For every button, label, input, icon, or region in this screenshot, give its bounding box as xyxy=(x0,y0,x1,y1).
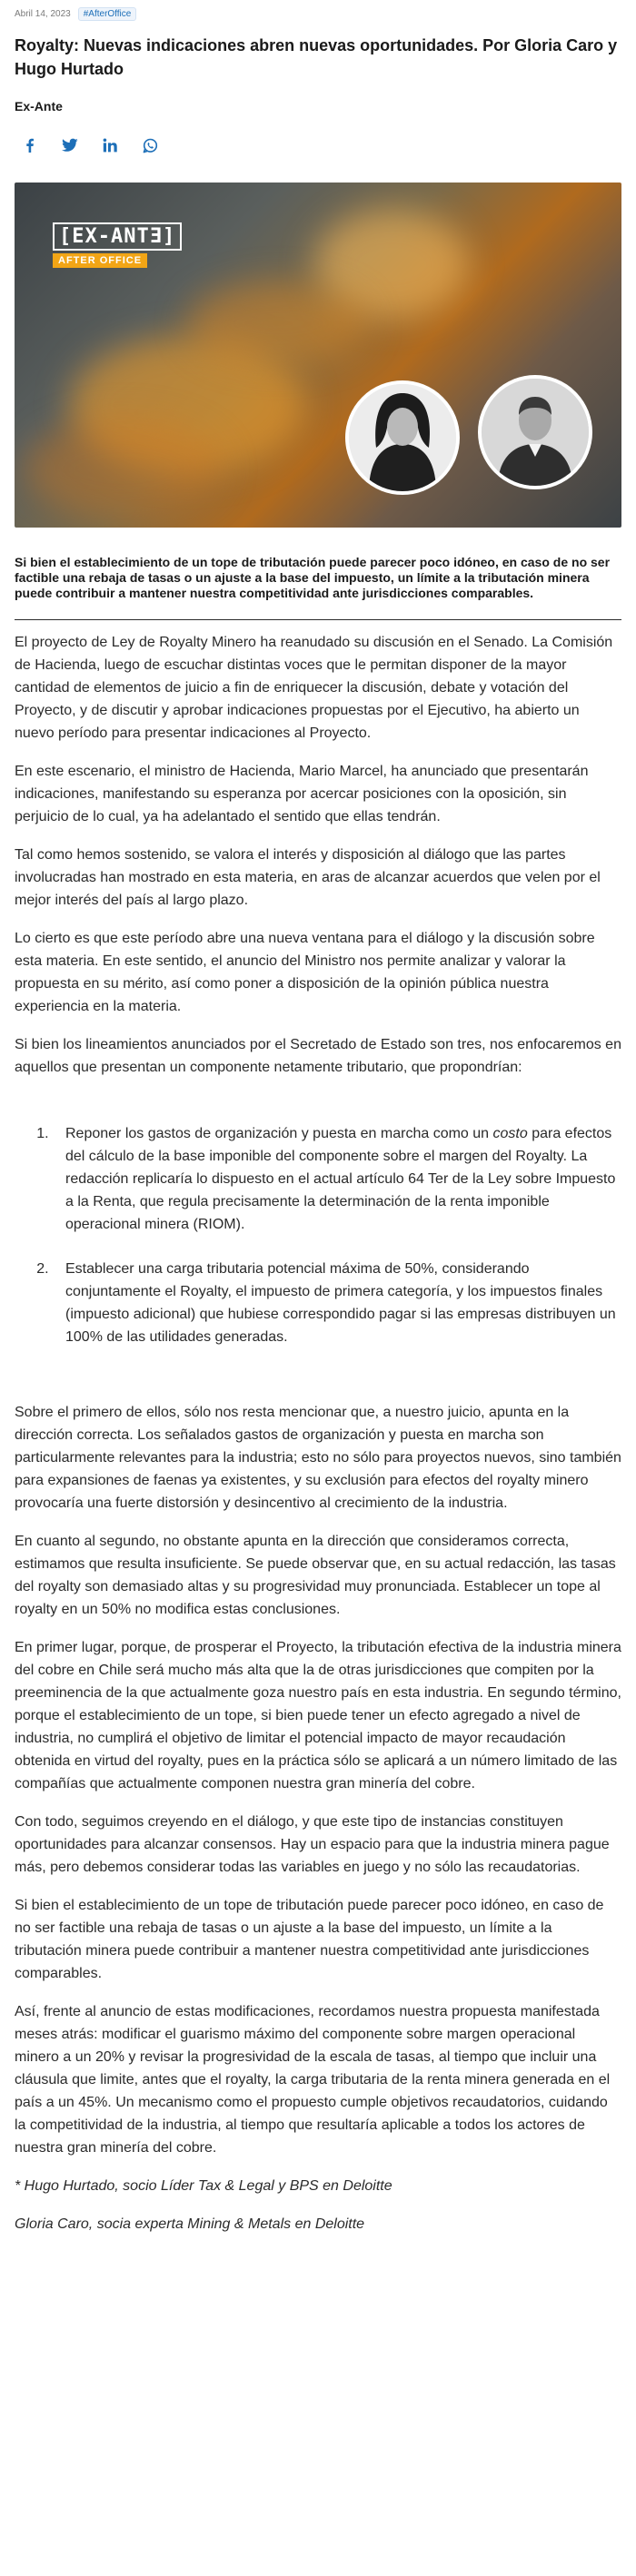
article-date: Abril 14, 2023 xyxy=(15,9,71,19)
article-lead: Si bien el establecimiento de un tope de tributación puede parecer poco idóneo, en caso de no ser factible una rebaja de tasas o un ajuste a la base del impuesto, un límite a la tributación minera puede contribuir a mantener nuestra competitividad ante jurisdicciones comparables. xyxy=(15,555,621,620)
article-body-continued xyxy=(15,1401,621,2235)
body-paragraph: En este escenario, el ministro de Hacienda, Mario Marcel, ha anunciado que presentarán indicaciones, manifestando su esperanza por acercar posiciones con la oposición, sin perjuicio de lo cual, ya ha adelantado el sentido que ellas tendrán. xyxy=(15,764,589,824)
article-title: Royalty: Nuevas indicaciones abren nuevas oportunidades. Por Gloria Caro y Hugo Hurtado xyxy=(15,36,618,78)
author-photo-gloria-caro xyxy=(345,380,460,495)
list-item-text: Establecer una carga tributaria potencial máxima de 50%, considerando conjuntamente el Royalty, el impuesto de primera categoría, y los impuestos finales (impuesto adicional) que hubiese correspondido pagar si las empresas distribuyen un 100% de las utilidades generadas. xyxy=(65,1261,616,1345)
facebook-icon[interactable] xyxy=(16,132,44,159)
body-paragraph: Con todo, seguimos creyendo en el diálogo, y que este tipo de instancias constituyen oportunidades para alcanzar consensos. Hay un espacio para que la industria minera pague más, pero debemos considerar todas las variables en juego y no sólo las recaudatorias. xyxy=(15,1814,610,1875)
article-body xyxy=(15,631,621,2235)
twitter-icon[interactable] xyxy=(56,132,84,159)
list-item-emphasis: costo xyxy=(492,1126,528,1141)
list-item xyxy=(53,1258,621,1348)
article-author[interactable]: Ex-Ante xyxy=(15,99,63,114)
body-paragraph: En primer lugar, porque, de prosperar el Proyecto, la tributación efectiva de la industria minera del cobre en Chile será mucho más alta que la de otras jurisdicciones que compiten por la preeminencia de la que actualmente goza nuestro país en esta industria. En segundo término, porque el establecimiento de un tope, si bien puede tener un efecto agregado a nivel de industria, no cumplirá el objetivo de limitar el potencial impacto de mayor recaudación obtenida en virtud del royalty, pues en la práctica sólo se aplicará a un número limitado de las compañías que actualmente componen nuestra gran minería del cobre. xyxy=(15,1640,621,1791)
list-item-text: para efectos del cálculo de la base imponible del componente sobre el margen del Royalty. La redacción replicaría lo dispuesto en el actual artículo 64 Ter de la Ley sobre Impuesto a la Renta, que regula precisamente la determinación de la renta imponible operacional minera (RIOM). xyxy=(65,1126,616,1232)
category-tag[interactable]: #AfterOffice xyxy=(78,7,137,21)
author-credit: * Hugo Hurtado, socio Líder Tax & Legal y BPS en Deloitte xyxy=(15,2178,393,2194)
ex-ante-logo xyxy=(53,222,182,268)
article-meta xyxy=(15,0,621,21)
list-item xyxy=(53,1122,621,1236)
logo-wordmark: [EX-ANTƎ] xyxy=(53,222,182,251)
author-credit: Gloria Caro, socia experta Mining & Metals en Deloitte xyxy=(15,2216,365,2232)
body-paragraph: Tal como hemos sostenido, se valora el interés y disposición al diálogo que las partes involucradas han mostrado en esta materia, en aras de alcanzar acuerdos que velen por el mejor interés del país al largo plazo. xyxy=(15,847,601,908)
body-paragraph: Si bien los lineamientos anunciados por el Secretado de Estado son tres, nos enfocaremos en aquellos que presentan un componente netamente tributario, que propondrían: xyxy=(15,1037,621,1075)
logo-subtitle: AFTER OFFICE xyxy=(53,253,147,268)
linkedin-icon[interactable] xyxy=(96,132,124,159)
hero-image xyxy=(15,183,621,528)
body-paragraph: Si bien el establecimiento de un tope de tributación puede parecer poco idóneo, en caso de no ser factible una rebaja de tasas o un ajuste a la base del impuesto, un límite a la tributación minera puede contribuir a mantener nuestra competitividad ante jurisdicciones comparables. xyxy=(15,1898,604,1981)
proposal-list xyxy=(15,1122,621,1348)
body-paragraph: Así, frente al anuncio de estas modificaciones, recordamos nuestra propuesta manifestada meses atrás: modificar el guarismo máximo del componente sobre margen operacional minero a un 20% y revisar la progresividad de la escala de tasas, al tiempo que incluir una cláusula que limite, antes que el royalty, la carga tributaria de la renta minera generada en el país a un 45%. Un mecanismo como el propuesto cumple objetivos recaudatorios, cuidando la competitividad de la industria, al tiempo que resultaría aplicable a todos los actores de nuestra gran minería del cobre. xyxy=(15,2004,611,2156)
whatsapp-icon[interactable] xyxy=(136,132,164,159)
body-paragraph: En cuanto al segundo, no obstante apunta en la dirección que consideramos correcta, estimamos que resulta insuficiente. Se puede observar que, en su actual redacción, las tasas del royalty son demasiado altas y su progresividad muy pronunciada. Establecer un tope al royalty en un 50% no modifica estas conclusiones. xyxy=(15,1534,616,1617)
body-paragraph: Lo cierto es que este período abre una nueva ventana para el diálogo y la discusión sobre esta materia. En este sentido, el anuncio del Ministro nos permite analizar y valorar la propuesta en su mérito, así como poner a disposición de la opinión pública nuestra experiencia en la materia. xyxy=(15,931,595,1014)
body-paragraph: Sobre el primero de ellos, sólo nos resta mencionar que, a nuestro juicio, apunta en la dirección correcta. Los señalados gastos de organización y puesta en marcha son particularmente relevantes para la industria; esto no sólo para proyectos nuevos, sino también para expansiones de faenas ya existentes, y su exclusión para efectos del royalty minero provocaría una fuerte distorsión y desincentivo al crecimiento de la industria. xyxy=(15,1405,621,1511)
author-photo-hugo-hurtado xyxy=(478,375,592,489)
share-bar xyxy=(15,132,621,159)
body-paragraph: El proyecto de Ley de Royalty Minero ha reanudado su discusión en el Senado. La Comisión de Hacienda, luego de escuchar distintas voces que le permitan disponer de la mayor cantidad de elementos de juicio a fin de enriquecer la discusión, debate y votación del Proyecto, y de discutir y aprobar indicaciones propuestas por el Ejecutivo, ha abierto un nuevo período para presentar indicaciones al Proyecto. xyxy=(15,635,613,741)
list-item-text: Reponer los gastos de organización y puesta en marcha como un xyxy=(65,1126,493,1141)
